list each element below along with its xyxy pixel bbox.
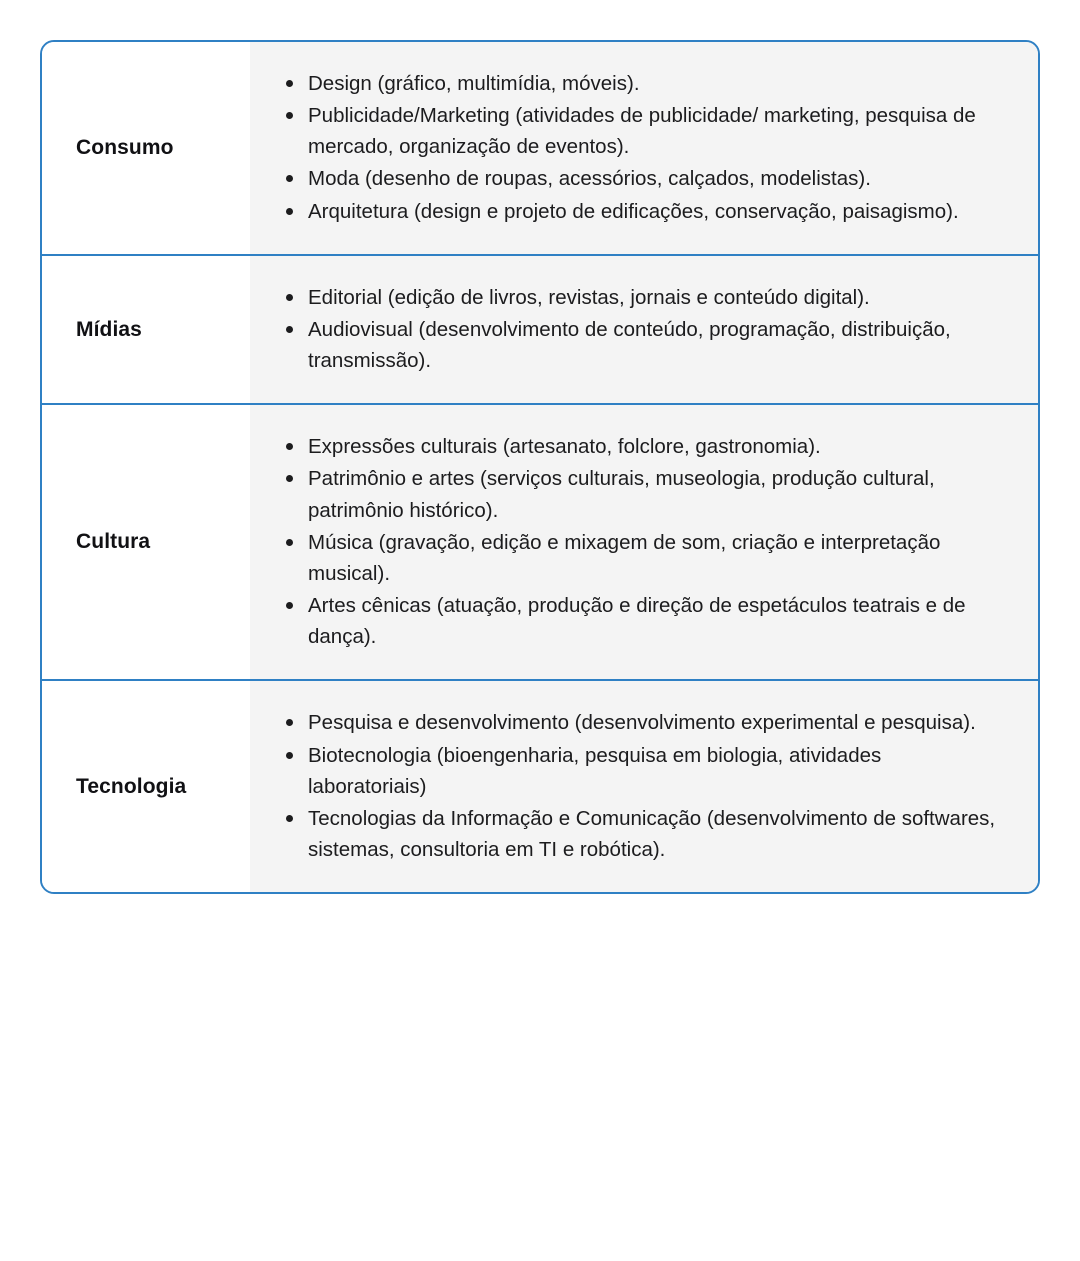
- item-list: [250, 431, 1002, 653]
- table-row: [42, 405, 1038, 681]
- category-label: Consumo: [76, 135, 174, 159]
- category-label: Tecnologia: [76, 774, 187, 798]
- list-item: Arquitetura (design e projeto de edificações, conservação, paisagismo).: [308, 196, 1002, 227]
- creative-economy-table: [40, 40, 1040, 894]
- list-item: Moda (desenho de roupas, acessórios, calçados, modelistas).: [308, 163, 1002, 194]
- items-cell: [250, 405, 1038, 679]
- list-item: Biotecnologia (bioengenharia, pesquisa em biologia, atividades laboratoriais): [308, 740, 1002, 802]
- items-cell: [250, 256, 1038, 403]
- category-cell: [42, 405, 250, 679]
- category-cell: [42, 42, 250, 254]
- list-item: Design (gráfico, multimídia, móveis).: [308, 68, 1002, 99]
- list-item: Artes cênicas (atuação, produção e direção de espetáculos teatrais e de dança).: [308, 590, 1002, 652]
- items-cell: [250, 681, 1038, 892]
- list-item: Pesquisa e desenvolvimento (desenvolvimento experimental e pesquisa).: [308, 707, 1002, 738]
- category-label: Mídias: [76, 317, 142, 341]
- list-item: Publicidade/Marketing (atividades de publicidade/ marketing, pesquisa de mercado, organização de eventos).: [308, 100, 1002, 162]
- category-cell: [42, 256, 250, 403]
- list-item: Editorial (edição de livros, revistas, jornais e conteúdo digital).: [308, 282, 1002, 313]
- item-list: [250, 282, 1002, 377]
- table-row: [42, 681, 1038, 892]
- item-list: [250, 707, 1002, 866]
- category-cell: [42, 681, 250, 892]
- item-list: [250, 68, 1002, 228]
- list-item: Tecnologias da Informação e Comunicação (desenvolvimento de softwares, sistemas, consultoria em TI e robótica).: [308, 803, 1002, 865]
- list-item: Patrimônio e artes (serviços culturais, museologia, produção cultural, patrimônio histórico).: [308, 463, 1002, 525]
- list-item: Expressões culturais (artesanato, folclore, gastronomia).: [308, 431, 1002, 462]
- table-row: [42, 42, 1038, 256]
- list-item: Música (gravação, edição e mixagem de som, criação e interpretação musical).: [308, 527, 1002, 589]
- table-row: [42, 256, 1038, 405]
- category-label: Cultura: [76, 530, 151, 554]
- list-item: Audiovisual (desenvolvimento de conteúdo, programação, distribuição, transmissão).: [308, 314, 1002, 376]
- items-cell: [250, 42, 1038, 254]
